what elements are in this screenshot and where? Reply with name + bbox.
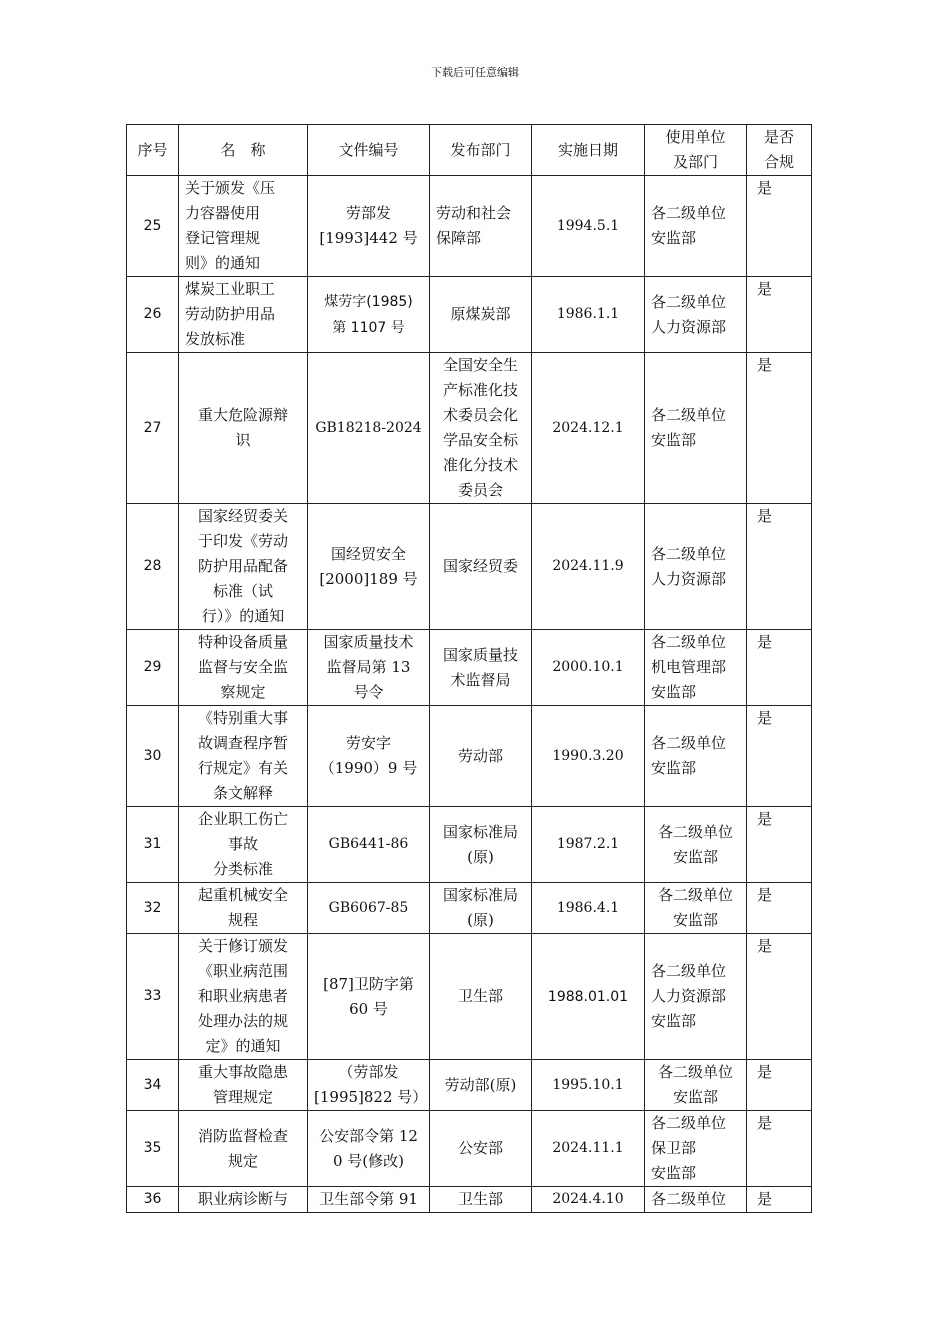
row-compliance: 是 [747, 1060, 812, 1111]
row-no: 33 [127, 934, 179, 1060]
table-row [127, 706, 812, 807]
row-name: 关于颁发《压 力容器使用 登记管理规 则》的通知 [179, 176, 308, 277]
row-compliance: 是 [747, 504, 812, 630]
table-row [127, 1111, 812, 1187]
row-file-no: GB18218-2024 [308, 353, 430, 504]
table-row [127, 504, 812, 630]
row-no: 31 [127, 807, 179, 883]
row-name: 国家经贸委关 于印发《劳动 防护用品配备 标准（试 行）》的通知 [179, 504, 308, 630]
row-unit: 各二级单位 [645, 1187, 747, 1213]
row-name: 重大事故隐患 管理规定 [179, 1060, 308, 1111]
row-no: 29 [127, 630, 179, 706]
row-file-no: GB6067-85 [308, 883, 430, 934]
row-compliance: 是 [747, 630, 812, 706]
col-header-name: 名 称 [179, 125, 308, 176]
row-unit: 各二级单位 保卫部 安监部 [645, 1111, 747, 1187]
row-no: 26 [127, 277, 179, 353]
row-unit: 各二级单位 人力资源部 安监部 [645, 934, 747, 1060]
row-file-no: 公安部令第 12 0 号(修改) [308, 1111, 430, 1187]
row-date: 1988.01.01 [532, 934, 645, 1060]
row-compliance: 是 [747, 934, 812, 1060]
row-file-no: GB6441-86 [308, 807, 430, 883]
row-dept: 劳动部(原) [430, 1060, 532, 1111]
row-date: 2024.12.1 [532, 353, 645, 504]
row-dept: 公安部 [430, 1111, 532, 1187]
row-dept: 卫生部 [430, 934, 532, 1060]
row-unit: 各二级单位 人力资源部 [645, 504, 747, 630]
row-date: 1990.3.20 [532, 706, 645, 807]
row-file-no: [87]卫防字第 60 号 [308, 934, 430, 1060]
row-compliance: 是 [747, 807, 812, 883]
row-file-no: 劳安字 （1990）9 号 [308, 706, 430, 807]
row-dept: 劳动和社会 保障部 [430, 176, 532, 277]
row-dept: 国家质量技 术监督局 [430, 630, 532, 706]
page-header: 下载后可任意编辑 [431, 66, 519, 79]
table-row [127, 277, 812, 353]
table-row [127, 176, 812, 277]
row-no: 27 [127, 353, 179, 504]
col-header-file-no: 文件编号 [308, 125, 430, 176]
row-dept: 国家标准局 (原) [430, 807, 532, 883]
row-dept: 劳动部 [430, 706, 532, 807]
col-header-unit: 使用单位 及部门 [645, 125, 747, 176]
row-name: 企业职工伤亡 事故 分类标准 [179, 807, 308, 883]
row-dept: 全国安全生 产标准化技 术委员会化 学品安全标 准化分技术 委员会 [430, 353, 532, 504]
row-file-no: 国家质量技术 监督局第 13 号令 [308, 630, 430, 706]
col-header-dept: 发布部门 [430, 125, 532, 176]
row-no: 28 [127, 504, 179, 630]
table-row [127, 630, 812, 706]
table-row [127, 1060, 812, 1111]
row-name: 职业病诊断与 [179, 1187, 308, 1213]
row-no: 36 [127, 1187, 179, 1213]
row-unit: 各二级单位 安监部 [645, 706, 747, 807]
row-name: 起重机械安全 规程 [179, 883, 308, 934]
regulations-table [126, 124, 812, 1213]
row-no: 30 [127, 706, 179, 807]
table-row [127, 934, 812, 1060]
row-unit: 各二级单位 安监部 [645, 883, 747, 934]
row-name: 消防监督检查 规定 [179, 1111, 308, 1187]
row-name: 关于修订颁发 《职业病范围 和职业病患者 处理办法的规 定》的通知 [179, 934, 308, 1060]
row-unit: 各二级单位 机电管理部 安监部 [645, 630, 747, 706]
row-date: 2024.4.10 [532, 1187, 645, 1213]
row-date: 1994.5.1 [532, 176, 645, 277]
table-header-row [127, 125, 812, 176]
row-date: 1986.1.1 [532, 277, 645, 353]
row-unit: 各二级单位 安监部 [645, 807, 747, 883]
row-unit: 各二级单位 安监部 [645, 176, 747, 277]
row-unit: 各二级单位 人力资源部 [645, 277, 747, 353]
row-dept: 原煤炭部 [430, 277, 532, 353]
table-row [127, 353, 812, 504]
row-dept: 国家标准局 (原) [430, 883, 532, 934]
row-file-no: 煤劳字(1985) 第 1107 号 [308, 277, 430, 353]
row-no: 25 [127, 176, 179, 277]
row-file-no: 国经贸安全 [2000]189 号 [308, 504, 430, 630]
row-dept: 卫生部 [430, 1187, 532, 1213]
row-file-no: 劳部发 [1993]442 号 [308, 176, 430, 277]
col-header-compliance: 是否 合规 [747, 125, 812, 176]
col-header-no: 序号 [127, 125, 179, 176]
row-name: 《特别重大事 故调查程序暂 行规定》有关 条文解释 [179, 706, 308, 807]
row-file-no: 卫生部令第 91 [308, 1187, 430, 1213]
table-row [127, 807, 812, 883]
row-compliance: 是 [747, 706, 812, 807]
row-date: 2024.11.1 [532, 1111, 645, 1187]
row-file-no: （劳部发 [1995]822 号） [308, 1060, 430, 1111]
row-no: 35 [127, 1111, 179, 1187]
row-name: 重大危险源辩 识 [179, 353, 308, 504]
row-name: 煤炭工业职工 劳动防护用品 发放标准 [179, 277, 308, 353]
row-dept: 国家经贸委 [430, 504, 532, 630]
row-compliance: 是 [747, 1111, 812, 1187]
row-unit: 各二级单位 安监部 [645, 353, 747, 504]
row-no: 32 [127, 883, 179, 934]
table-row [127, 883, 812, 934]
col-header-date: 实施日期 [532, 125, 645, 176]
row-date: 2000.10.1 [532, 630, 645, 706]
row-compliance: 是 [747, 176, 812, 277]
row-compliance: 是 [747, 353, 812, 504]
row-name: 特种设备质量 监督与安全监 察规定 [179, 630, 308, 706]
row-date: 1995.10.1 [532, 1060, 645, 1111]
row-compliance: 是 [747, 277, 812, 353]
table-row [127, 1187, 812, 1213]
row-date: 1986.4.1 [532, 883, 645, 934]
row-date: 1987.2.1 [532, 807, 645, 883]
row-compliance: 是 [747, 883, 812, 934]
row-unit: 各二级单位 安监部 [645, 1060, 747, 1111]
row-no: 34 [127, 1060, 179, 1111]
row-date: 2024.11.9 [532, 504, 645, 630]
row-compliance: 是 [747, 1187, 812, 1213]
